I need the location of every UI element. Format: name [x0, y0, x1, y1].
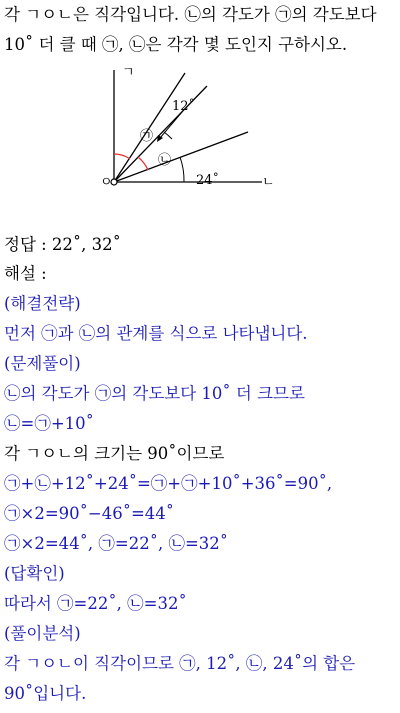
angle-a-arc — [114, 154, 130, 159]
solve-line-4: ㉠+㉡+12˚+24˚=㉠+㉠+10˚+36˚=90˚, — [4, 474, 333, 493]
check-text: 따라서 ㉠=22˚, ㉡=32˚ — [4, 594, 187, 613]
label-vertex: ㅇ — [100, 175, 113, 190]
analysis-line-1: 각 ㄱㅇㄴ이 직각이므로 ㉠, 12˚, ㉡, 24˚의 합은 — [4, 654, 356, 673]
answer-line: 정답 : 22˚, 32˚ — [4, 235, 121, 254]
ray-3 — [114, 132, 248, 182]
solve-line-5: ㉠×2=90˚−46˚=44˚ — [4, 504, 175, 523]
solve-heading: (문제풀이) — [4, 354, 81, 373]
solve-line-6: ㉠×2=44˚, ㉠=22˚, ㉡=32˚ — [4, 534, 229, 553]
label-top-giyeok: ㄱ — [122, 65, 135, 80]
explanation-title: 해설 : — [4, 264, 47, 283]
angle-24-arc — [180, 157, 184, 182]
solve-line-1: ㉡의 각도가 ㉠의 각도보다 10˚ 더 크므로 — [4, 384, 305, 403]
strategy-text: 먼저 ㉠과 ㉡의 관계를 식으로 나타냅니다. — [4, 324, 308, 343]
label-angle-a: ㉠ — [140, 129, 154, 144]
label-angle-12: 12˚ — [172, 99, 196, 114]
solve-line-2: ㉡=㉠+10˚ — [4, 414, 94, 433]
question-line-1: 각 ㄱㅇㄴ은 직각입니다. ㉡의 각도가 ㉠의 각도보다 — [4, 5, 377, 24]
solve-line-3: 각 ㄱㅇㄴ의 크기는 90˚이므로 — [4, 444, 225, 463]
angle-12-arc — [164, 132, 172, 139]
strategy-heading: (해결전략) — [4, 294, 81, 313]
check-heading: (답확인) — [4, 564, 65, 583]
label-angle-b: ㉡ — [158, 153, 172, 168]
question-line-2: 10˚ 더 클 때 ㉠, ㉡은 각각 몇 도인지 구하시오. — [4, 35, 348, 54]
analysis-line-2: 90˚입니다. — [4, 684, 87, 703]
angle-b-arc — [138, 157, 148, 170]
analysis-heading: (풀이분석) — [4, 624, 81, 643]
label-right-nieun: ㄴ — [262, 175, 275, 190]
label-angle-24: 24˚ — [196, 173, 220, 188]
